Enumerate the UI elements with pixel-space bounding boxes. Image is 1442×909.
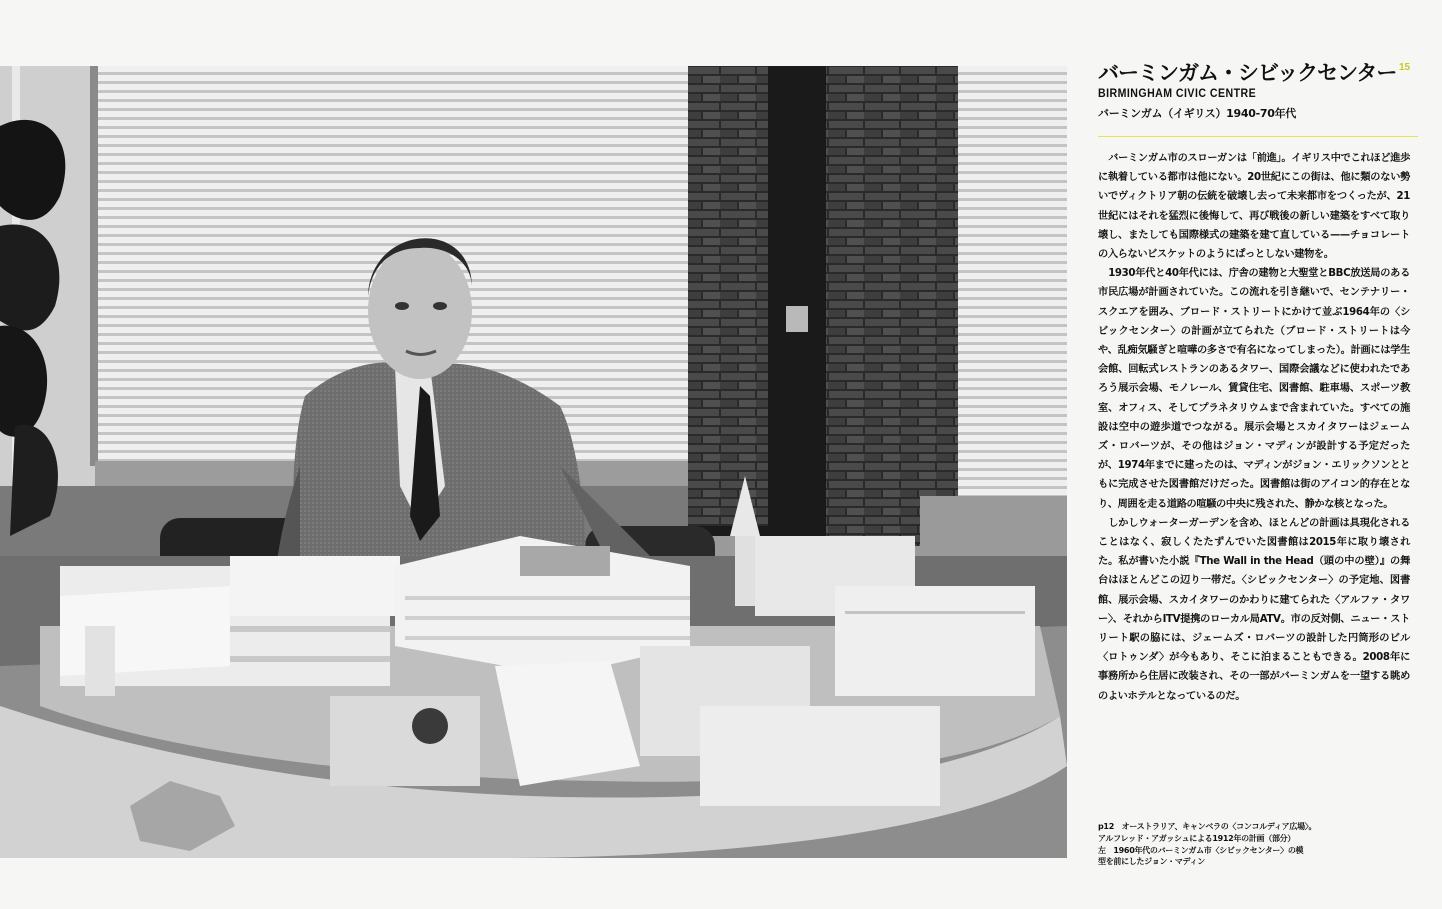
page-subtitle: BIRMINGHAM CIVIC CENTRE [1098,88,1257,100]
body-paragraph: しかしウォーターガーデンを含め、ほとんどの計画は具現化されることはなく、寂しくたたずんでいた図書館は2015年に取り壊された。私が書いた小説『The Wall in the Head（頭の中の壁）』の舞台はほとんどこの辺り一帯だ。〈シビックセンター〉の予定地、図書館、展示会場、スカイタワーのかわりに建てられた〈アルファ・タワー〉、それからITV提携のローカル局ATV。市の反対側、ニュー・ストリート駅の脇には、ジェームズ・ロバーツの設計した円筒形のビル〈ロトゥンダ〉が今もあり、そこに泊まることもできる。2008年に事務所から住居に改装され、その一部がバーミンガムを一望する眺めのよいホテルとなっているのだ。 [1098,517,1410,702]
caption-line: p12 オーストラリア、キャンベラの〈コンコルディア広場〉。 [1098,822,1317,831]
caption-line: 左 1960年代のバーミンガム市〈シビックセンター〉の模 [1098,845,1304,855]
location-line: バーミンガム（イギリス）1940-70年代 [1098,107,1296,120]
page-title: バーミンガム・シビックセンター [1098,61,1397,85]
caption-line: 型を前にしたジョン・マディン [1098,857,1205,867]
article-header [1098,60,1416,121]
photo-illustration [0,66,1067,858]
body-paragraph: 1930年代と40年代には、庁舎の建物と大聖堂とBBC放送局のある市民広場が計画されていた。この流れを引き継いで、センテナリー・スクエアを囲み、ブロード・ストリートにかけて並ぶ1964年の〈シビックセンター〉の計画が立てられた（ブロード・ストリートは今や、乱痴気騒ぎと喧嘩の多さで有名になってしまった）。計画には学生会館、回転式レストランのあるタワー、国際会議などに使われたであろう展示会場、モノレール、賃貸住宅、図書館、駐車場、スポーツ教室、オフィス、そしてプラネタリウムまで含まれていた。すべての施設は空中の遊歩道でつながる。展示会場とスカイタワーはジェームズ・ロバーツが、その他はジョン・マディンが設計する予定だったが、1974年までに建ったのは、マディンがジョン・エリックソンとともに完成させた図書館だけだった。図書館は街のアイコン的存在となり、周囲を走る道路の喧騒の中央に残された、静かな核となった。 [1098,268,1410,510]
divider-rule [1098,136,1418,137]
caption-line: アルフレッド・アガッシュによる1912年の計画（部分） [1098,833,1296,843]
body-paragraph: バーミンガム市のスローガンは「前進」。イギリス中でこれほど進歩に執着している都市は他にない。20世紀にこの街は、他に類のない勢いでヴィクトリア朝の伝統を破壊し去って未来都市をつくったが、21世紀にはそれを猛烈に後悔して、再び戦後の新しい建築をすべて取り壊し、またしても国際様式の建築を建て直している——チョコレートの入らないビスケットのようにぱっとしない建物を。 [1098,153,1410,261]
photo-john-madin-with-model [0,66,1067,858]
photo-caption [1098,821,1418,868]
article-body [1098,149,1410,706]
page-number: 15 [1399,62,1411,73]
